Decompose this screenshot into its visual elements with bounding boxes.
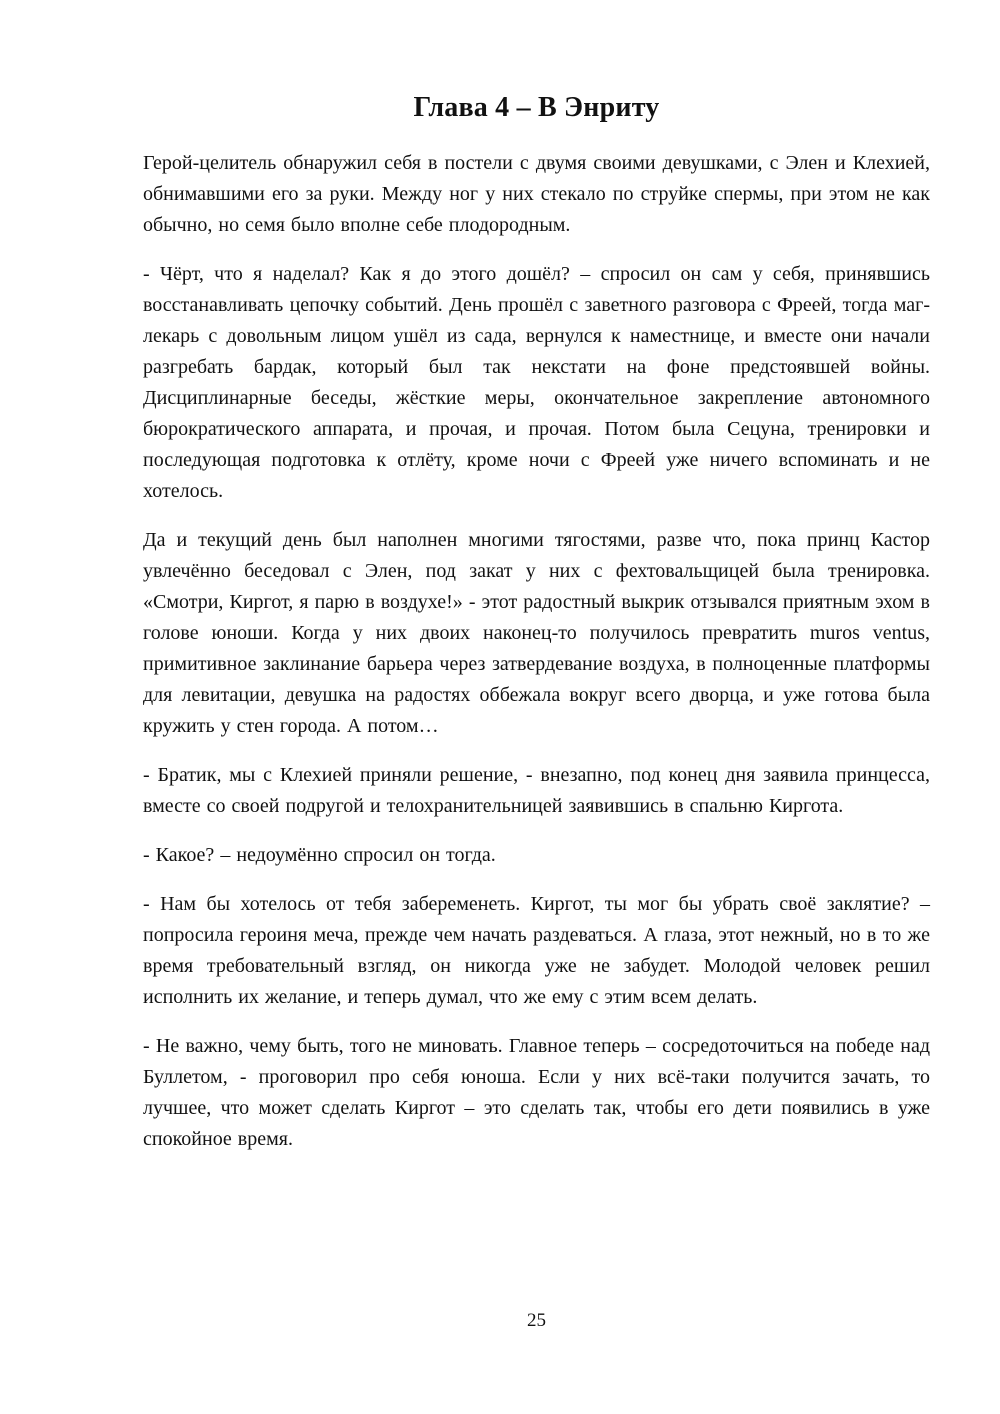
paragraph-2: - Чёрт, что я наделал? Как я до этого дошёл? – спросил он сам у себя, принявшись восстанавливать цепочку событий. День прошёл с заветного разговора с Фреей, тогда маг-лекарь с довольным лицом ушёл из сада, вернулся к наместнице, и вместе они начали разгребать бардак, который был так некстати на фоне предстоявшей войны. Дисциплинарные беседы, жёсткие меры, окончательное закрепление автономного бюрократического аппарата, и прочая, и прочая. Потом была Сецуна, тренировки и последующая подготовка к отлёту, кроме ночи с Фреей уже ничего вспоминать и не хотелось.: [143, 263, 930, 502]
paragraph-7: - Не важно, чему быть, того не миновать. Главное теперь – сосредоточиться на победе над Буллетом, - проговорил про себя юноша. Если у них всё-таки получится зачать, то лучшее, что может сделать Киргот – это сделать так, чтобы его дети появились в уже спокойное время.: [143, 1035, 930, 1150]
paragraph-1: Герой-целитель обнаружил себя в постели с двумя своими девушками, с Элен и Клехией, обнимавшими его за руки. Между ног у них стекало по струйке спермы, при этом не как обычно, но семя было вполне себе плодородным.: [143, 152, 930, 236]
paragraph-3: Да и текущий день был наполнен многими тягостями, разве что, пока принц Кастор увлечённо беседовал с Элен, под закат у них с фехтовальщицей была тренировка. «Смотри, Киргот, я парю в воздухе!» - этот радостный выкрик отзывался приятным эхом в голове юноши. Когда у них двоих наконец-то получилось превратить muros ventus, примитивное заклинание барьера через затвердевание воздуха, в полноценные платформы для левитации, девушка на радостях оббежала вокруг всего дворца, и уже готова была кружить у стен города. А потом…: [143, 529, 930, 737]
paragraph-5: - Какое? – недоумённо спросил он тогда.: [143, 844, 496, 866]
paragraph-6: - Нам бы хотелось от тебя забеременеть. Киргот, ты мог бы убрать своё заклятие? – попросила героиня меча, прежде чем начать раздеваться. А глаза, этот нежный, но в то же время требовательный взгляд, он никогда уже не забудет. Молодой человек решил исполнить их желание, и теперь думал, что же ему с этим всем делать.: [143, 893, 930, 1008]
page-number: 25: [527, 1310, 546, 1331]
chapter-title: Глава 4 – В Энриту: [413, 92, 660, 123]
paragraph-4: - Братик, мы с Клехией приняли решение, - внезапно, под конец дня заявила принцесса, вместе со своей подругой и телохранительницей заявившись в спальню Киргота.: [143, 764, 930, 817]
